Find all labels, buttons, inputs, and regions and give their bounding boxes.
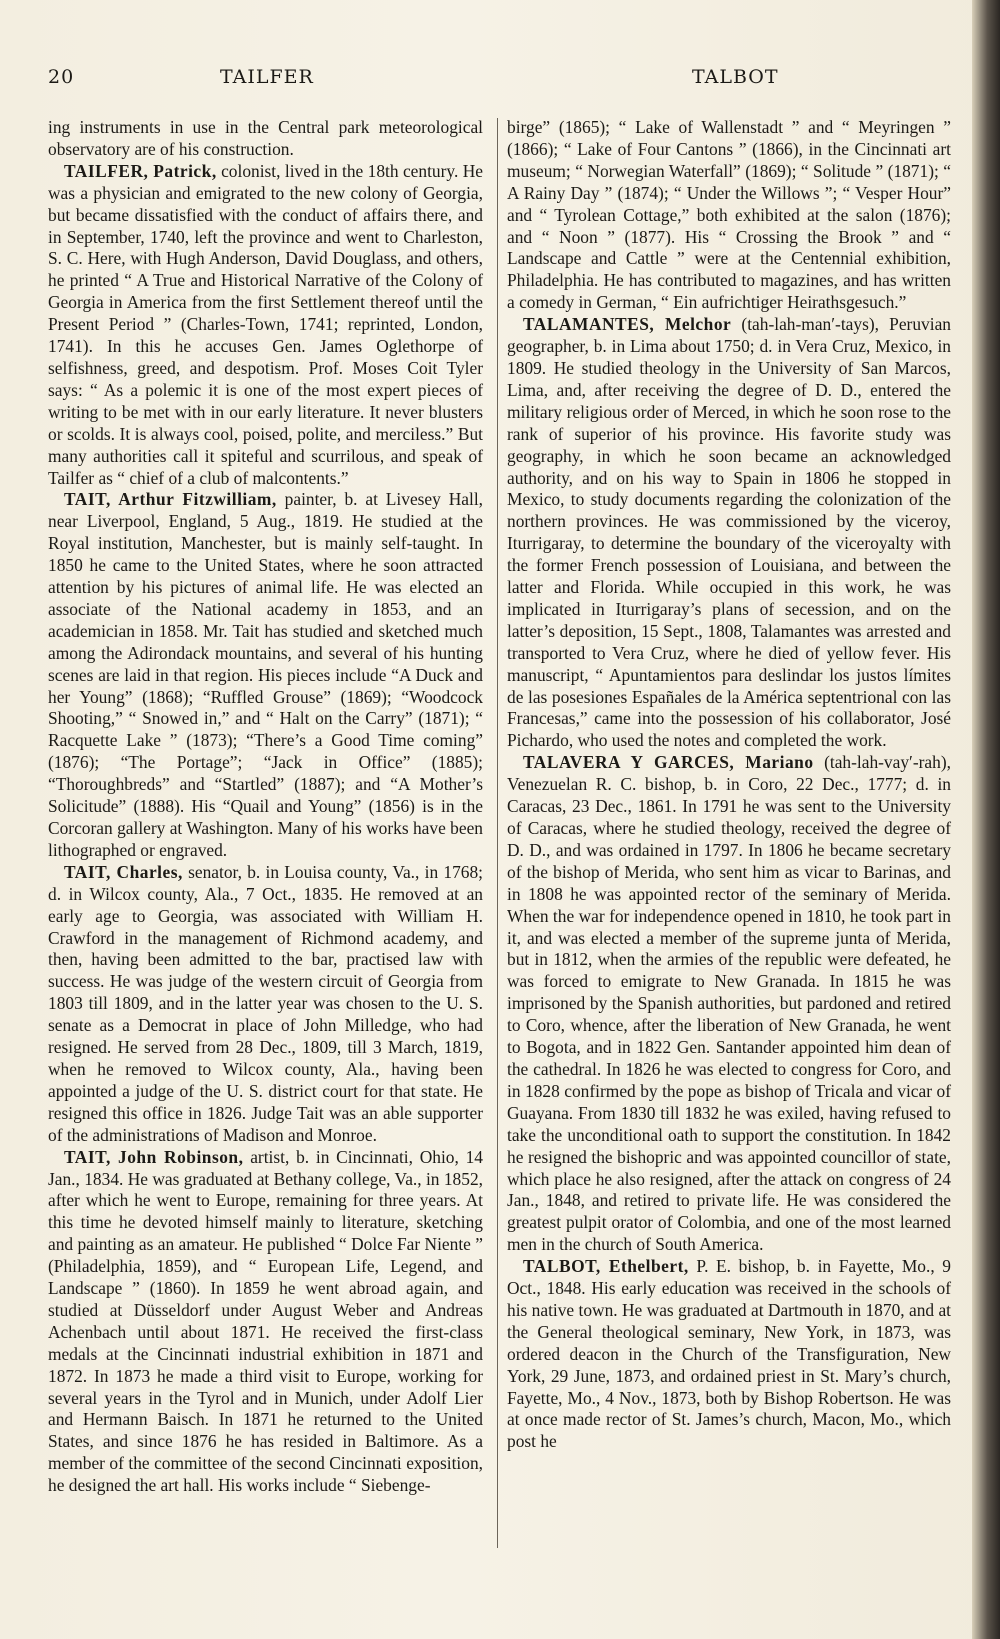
entry-text: P. E. bishop, b. in Fayette, Mo., 9 Oct., 1848. His early education was received in the schools of his native town. He was graduated at Dartmouth in 1870, and at the General theological seminary, New York, in 1873, was ordered deacon in the Church of the Transfiguration, New York, 29 June, 1873, and ordained priest in St. Mary’s church, Fayette, Mo., 4 Nov., 1873, both by Bishop Robertson. He was at once made rector of St. James’s church, Macon, Mo., which post he [507, 1256, 951, 1452]
entry-headword: TALBOT, Ethelbert, [523, 1256, 689, 1277]
entry-tait-arthur-fitzwilliam [48, 489, 483, 861]
entry-tait-john-robinson [48, 1147, 483, 1498]
left-column [48, 117, 483, 1497]
page-number: 20 [48, 66, 75, 88]
entry-headword: TAIT, Charles, [64, 861, 183, 882]
entry-text: (tah-lah-vay′-rah), Venezuelan R. C. bishop, b. in Coro, 22 Dec., 1777; d. in Caracas, 23 Dec., 1861. In 1791 he was sent to the University of Caracas, where he studied theology, received the degree of D. D., and was ordained in 1797. In 1806 he became secretary of the bishop of Merida, who sent him as vicar to Barinas, and in 1808 he was appointed rector of the seminary of Merida. When the war for independence opened in 1810, he took part in it, and was elected a member of the supreme junta of Merida, but in 1812, when the armies of the republic were defeated, he was forced to emigrate to New Granada. In 1815 he was imprisoned by the Spanish authorities, but pardoned and retired to Coro, whence, after the liberation of New Granada, he went to Bogota, and in 1822 Gen. Santander appointed him dean of the cathedral. In 1826 he was elected to congress for Coro, and in 1828 confirmed by the pope as bishop of Tricala and vicar of Guayana. From 1830 till 1832 he was exiled, having refused to take the unconditional oath to support the constitution. In 1842 he resigned the bishopric and was appointed councillor of state, which place he also resigned, after the attack on congress of 24 Jan., 1848, and retired to private life. He was considered the greatest pulpit orator of Colombia, and one of the most learned men in the church of South America. [507, 752, 951, 1255]
column-divider [497, 118, 498, 1548]
entry-text: senator, b. in Louisa county, Va., in 1768; d. in Wilcox county, Ala., 7 Oct., 1835. He removed at an early age to Georgia, was associated with William H. Crawford in the management of Richmond academy, and then, having been admitted to the bar, practised law with success. He was judge of the western circuit of Georgia from 1803 till 1809, and in the latter year was chosen to the U. S. senate as a Democrat in place of John Milledge, who had resigned. He served from 28 Dec., 1809, till 3 March, 1819, when he removed to Wilcox county, Ala., having been appointed a judge of the U. S. district court for that state. He resigned this office in 1826. Judge Tait was an able supporter of the administrations of Madison and Monroe. [48, 861, 483, 1145]
right-column [507, 117, 951, 1453]
entry-headword: TAIT, John Robinson, [64, 1146, 244, 1167]
page-edge-shadow [972, 0, 1000, 1639]
entry-headword: TALAVERA Y GARCES, Mariano [523, 752, 814, 773]
entry-text: ing instruments in use in the Central park meteorological observatory are of his construction. [48, 117, 483, 159]
entry-talbot-ethelbert [507, 1256, 951, 1453]
entry-tailfer-patrick [48, 161, 483, 490]
running-head [48, 66, 978, 100]
entry-headword: TALAMANTES, Melchor [523, 314, 732, 335]
entry-continuation [507, 117, 951, 314]
entry-text: (tah-lah-man′-tays), Peruvian geographer, b. in Lima about 1750; d. in Vera Cruz, Mexico, in 1809. He studied theology in the University of San Marcos, Lima, and, after receiving the degree of D. D., entered the military religious order of Merced, in which he soon rose to the rank of superior of his province. His favorite study was geography, in which he soon became an acknowledged authority, and on his way to Spain in 1806 he stopped in Mexico, to study documents regarding the colonization of the northern provinces. He was commissioned by the viceroy, Iturrigaray, to determine the boundary of the viceroyalty with the former French possession of Louisiana, and between the latter and Florida. While occupied in this work, he was implicated in Iturrigaray’s plans of secession, and on the latter’s deposition, 15 Sept., 1808, Talamantes was arrested and transported to Vera Cruz, where he died of yellow fever. His manuscript, “ Apuntamientos para deslindar los justos límites de las posesiones Españales de la América septentrional con las Francesas,” came into the possession of his collaborator, José Pichardo, who used the notes and completed the work. [507, 314, 951, 751]
right-running-heading: TALBOT [692, 66, 779, 88]
left-running-heading: TAILFER [220, 66, 314, 88]
entry-headword: TAILFER, Patrick, [64, 160, 217, 181]
entry-headword: TAIT, Arthur Fitzwilliam, [64, 489, 277, 510]
entry-text: birge” (1865); “ Lake of Wallenstadt ” and “ Meyringen ” (1866); “ Lake of Four Cantons ” (1866), in the Cincinnati art museum; “ Norwegian Waterfall” (1869); “ Solitude ” (1871); “ A Rainy Day ” (1874); “ Under the Willows ”; “ Vesper Hour” and “ Tyrolean Cottage,” both exhibited at the salon (1876); and “ Noon ” (1877). His “ Crossing the Brook ” and “ Landscape and Cattle ” were at the Centennial exhibition, Philadelphia. He has contributed to magazines, and has written a comedy in German, “ Ein aufrichtiger Heirathsgesuch.” [507, 117, 951, 313]
entry-text: colonist, lived in the 18th century. He was a physician and emigrated to the new colony of Georgia, but became dissatisfied with the conduct of affairs there, and in September, 1740, left the province and went to Charleston, S. C. Here, with Hugh Anderson, David Douglass, and others, he printed “ A True and Historical Narrative of the Colony of Georgia in America from the first Settlement thereof until the Present Period ” (Charles-Town, 1741; reprinted, London, 1741). In this he accuses Gen. James Oglethorpe of selfishness, greed, and despotism. Prof. Moses Coit Tyler says: “ As a polemic it is one of the most expert pieces of writing to be met with in our early literature. It never blusters or scolds. It is always cool, poised, polite, and merciless.” But many authorities call it spiteful and scurrilous, and speak of Tailfer as “ chief of a club of malcontents.” [48, 160, 483, 488]
entry-tait-charles [48, 862, 483, 1147]
entry-text: painter, b. at Livesey Hall, near Liverpool, England, 5 Aug., 1819. He studied at the Royal institution, Manchester, but is mainly self-taught. In 1850 he came to the United States, where he soon attracted attention by his pictures of animal life. He was elected an associate of the National academy in 1853, and an academician in 1858. Mr. Tait has studied and sketched much among the Adirondack mountains, and several of his hunting scenes are laid in that region. His pieces include “A Duck and her Young” (1868); “Ruffled Grouse” (1869); “Woodcock Shooting,” “ Snowed in,” and “ Halt on the Carry” (1871); “ Racquette Lake ” (1873); “There’s a Good Time coming” (1876); “The Portage”; “Jack in Office” (1885); “Thoroughbreds” and “Startled” (1887); and “A Mother’s Solicitude” (1888). His “Quail and Young” (1856) is in the Corcoran gallery at Washington. Many of his works have been lithographed or engraved. [48, 489, 483, 860]
entry-talavera-y-garces-mariano [507, 752, 951, 1256]
entry-continuation [48, 117, 483, 161]
entry-talamantes-melchor [507, 314, 951, 752]
entry-text: artist, b. in Cincinnati, Ohio, 14 Jan., 1834. He was graduated at Bethany college, Va., in 1852, after which he went to Europe, remaining for three years. At this time he devoted himself mainly to literature, sketching and painting as an amateur. He published “ Dolce Far Niente ” (Philadelphia, 1859), and “ European Life, Legend, and Landscape ” (1860). In 1859 he went abroad again, and studied at Düsseldorf under August Weber and Andreas Achenbach until about 1871. He received the first-class medals at the Cincinnati industrial exhibition in 1871 and 1872. In 1873 he made a third visit to Europe, working for several years in the Tyrol and in Munich, under Adolf Lier and Hermann Baisch. In 1871 he returned to the United States, and since 1876 he has resided in Baltimore. As a member of the committee of the second Cincinnati exposition, he designed the art hall. His works include “ Siebenge- [48, 1146, 483, 1496]
